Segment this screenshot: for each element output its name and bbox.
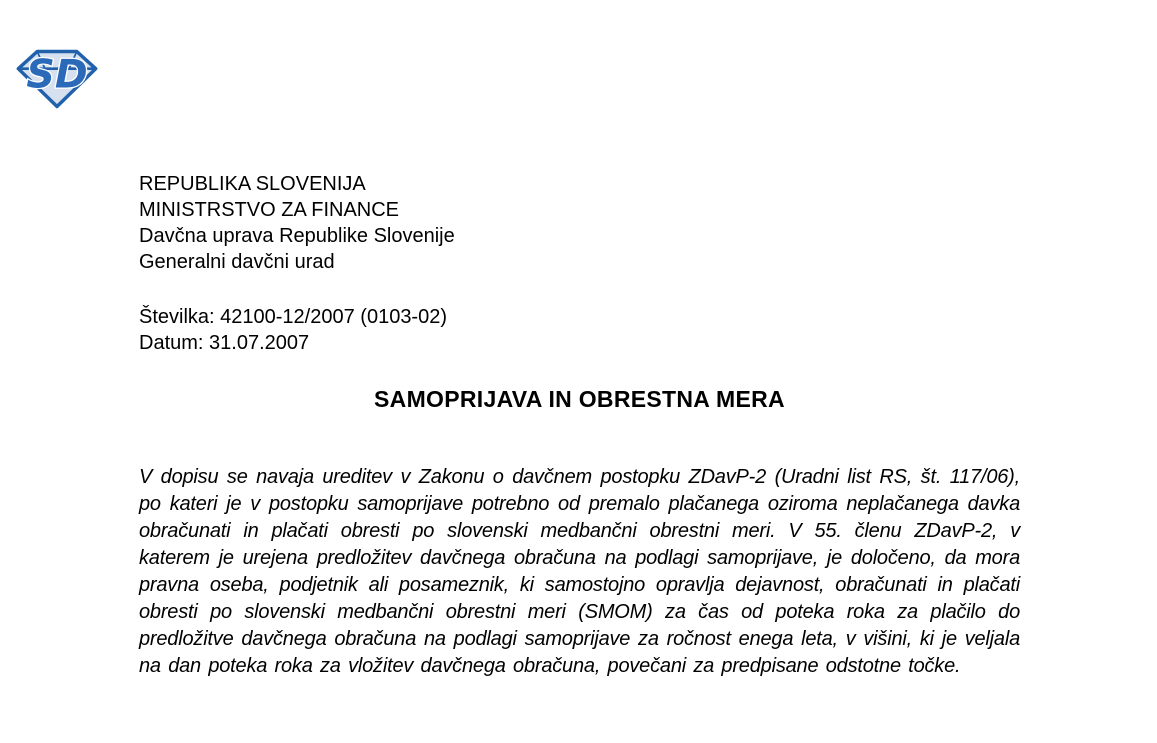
letterhead-administration: Davčna uprava Republike Slovenije: [139, 225, 455, 247]
reference-number-value: 42100-12/2007 (0103-02): [220, 306, 448, 328]
durs-gem-logo: [14, 47, 100, 111]
letterhead: [139, 171, 455, 275]
letterhead-ministry: MINISTRSTVO ZA FINANCE: [139, 199, 400, 221]
document-body-paragraph: V dopisu se navaja ureditev v Zakonu o davčnem postopku ZDavP-2 (Uradni list RS, št. 117/06), po kateri je v postopku samoprijave potrebno od premalo plačanega oziroma neplačanega davka obračunati in plačati obresti po slovenski medbančni obrestni meri. V 55. členu ZDavP-2, v katerem je urejena predložitev davčnega obračuna na podlagi samoprijave, je določeno, da mora pravna oseba, podjetnik ali posameznik, ki samostojno opravlja dejavnost, obračunati in plačati obresti po slovenski medbančni obrestni meri (SMOM) za čas od poteka roka za plačilo do predložitve davčnega obračuna na podlagi samoprijave za ročnost enega leta, v višini, ki je veljala na dan poteka roka za vložitev davčnega obračuna, povečani za predpisane odstotne točke.: [139, 466, 1020, 677]
logo-letters: SD: [26, 51, 88, 98]
reference-number-row: [139, 304, 447, 330]
reference-block: [139, 304, 447, 356]
document-title: SAMOPRIJAVA IN OBRESTNA MERA: [374, 386, 785, 412]
letterhead-office: Generalni davčni urad: [139, 251, 335, 273]
reference-date-label: Datum:: [139, 332, 204, 354]
reference-date-value: 31.07.2007: [209, 332, 310, 354]
letterhead-country: REPUBLIKA SLOVENIJA: [139, 173, 366, 195]
reference-number-label: Številka:: [139, 306, 215, 328]
reference-date-row: [139, 330, 447, 356]
